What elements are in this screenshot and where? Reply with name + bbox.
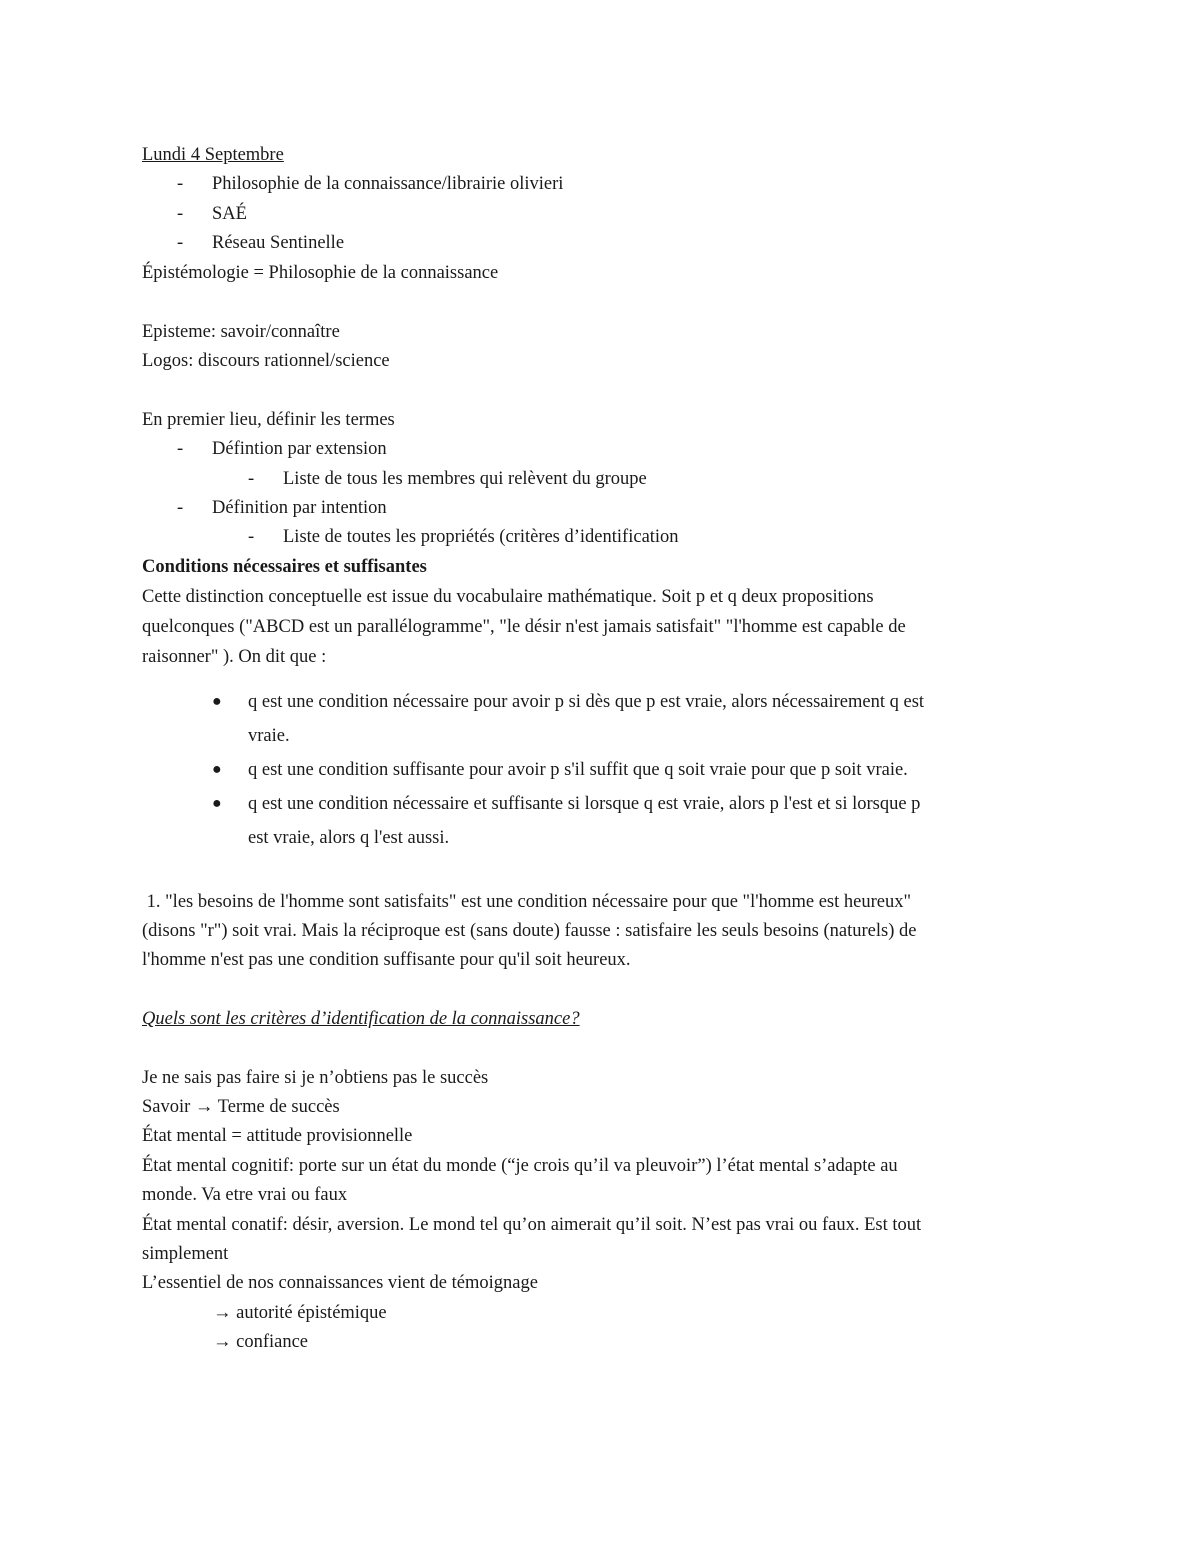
arrow-item: → autorité épistémique — [213, 1303, 387, 1323]
note-line: État mental conatif: désir, aversion. Le mond tel qu’on aimerait qu’il soit. N’est pas vrai ou faux. Est tout — [142, 1215, 922, 1235]
list-item: Défintion par extension — [212, 439, 387, 459]
note-line: Je ne sais pas faire si je n’obtiens pas le succès — [142, 1068, 489, 1088]
list-item: Définition par intention — [212, 498, 387, 518]
paragraph-line: raisonner" ). On dit que : — [142, 647, 327, 667]
bullet-text: q est une condition nécessaire pour avoir p si dès que p est vraie, alors nécessairement q est — [248, 692, 925, 712]
question-heading: Quels sont les critères d’identification de la connaissance? — [142, 1009, 580, 1029]
date-heading: Lundi 4 Septembre — [142, 145, 284, 165]
list-dash: - — [177, 233, 184, 253]
note-line: État mental cognitif: porte sur un état du monde (“je crois qu’il va pleuvoir”) l’état mental s’adapte au — [142, 1156, 898, 1176]
list-item: SAÉ — [212, 204, 247, 224]
paragraph-line: (disons "r") soit vrai. Mais la réciproque est (sans doute) fausse : satisfaire les seuls besoins (naturels) de — [142, 921, 917, 941]
conditions-heading: Conditions nécessaires et suffisantes — [142, 557, 427, 577]
note-line: simplement — [142, 1244, 229, 1264]
bullet-text: est vraie, alors q l'est aussi. — [248, 828, 450, 848]
bullet-text: vraie. — [248, 726, 290, 746]
list-subitem: Liste de toutes les propriétés (critères d’identification — [283, 527, 679, 547]
note-line: L’essentiel de nos connaissances vient de témoignage — [142, 1273, 538, 1293]
paragraph-line: 1. "les besoins de l'homme sont satisfaits" est une condition nécessaire pour que "l'homme est heureux" — [142, 892, 912, 912]
paragraph-line: l'homme n'est pas une condition suffisante pour qu'il soit heureux. — [142, 950, 631, 970]
list-dash: - — [177, 174, 184, 194]
list-dash: - — [177, 204, 184, 224]
list-item: Philosophie de la connaissance/librairie olivieri — [212, 174, 564, 194]
note-line: État mental = attitude provisionnelle — [142, 1126, 413, 1146]
list-dash: - — [248, 527, 255, 547]
bullet-icon: ● — [212, 761, 222, 778]
list-dash: - — [177, 498, 184, 518]
bullet-text: q est une condition suffisante pour avoir p s'il suffit que q soit vraie pour que p soit vraie. — [248, 760, 908, 780]
logos-line: Logos: discours rationnel/science — [142, 351, 390, 371]
list-subitem: Liste de tous les membres qui relèvent du groupe — [283, 469, 647, 489]
bullet-text: q est une condition nécessaire et suffisante si lorsque q est vraie, alors p l'est et si lorsque p — [248, 794, 921, 814]
bullet-icon: ● — [212, 795, 222, 812]
paragraph-line: quelconques ("ABCD est un parallélogramme", "le désir n'est jamais satisfait" "l'homme est capable de — [142, 617, 906, 637]
list-dash: - — [177, 439, 184, 459]
bullet-icon: ● — [212, 693, 222, 710]
episteme-line: Episteme: savoir/connaître — [142, 322, 340, 342]
epistemology-definition: Épistémologie = Philosophie de la connaissance — [142, 263, 499, 283]
list-dash: - — [248, 469, 255, 489]
paragraph-line: Cette distinction conceptuelle est issue du vocabulaire mathématique. Soit p et q deux propositions — [142, 587, 874, 607]
arrow-item: → confiance — [213, 1332, 309, 1352]
list-item: Réseau Sentinelle — [212, 233, 345, 253]
note-line: Savoir → Terme de succès — [142, 1097, 340, 1117]
note-line: monde. Va etre vrai ou faux — [142, 1185, 348, 1205]
premier-lieu-line: En premier lieu, définir les termes — [142, 410, 395, 430]
